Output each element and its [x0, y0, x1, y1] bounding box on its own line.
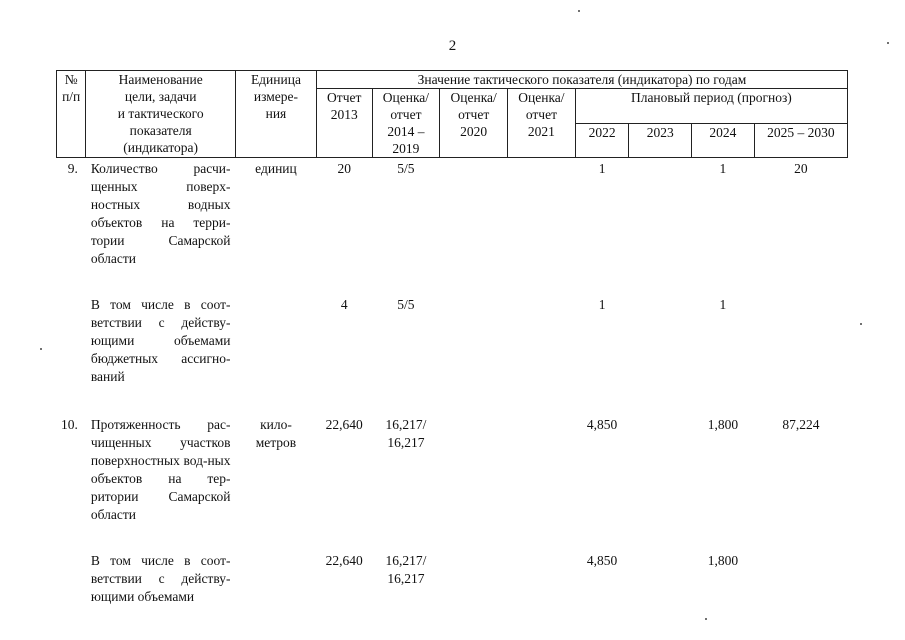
header-plan-group: Плановый период (прогноз) [575, 89, 847, 124]
row-num: 10. [60, 417, 78, 432]
cell-2021 [508, 294, 576, 414]
cell-2020 [440, 414, 508, 550]
row-unit: кило- метров [255, 417, 297, 450]
header-unit: Единица измере- ния [236, 71, 317, 158]
cell-2024: 1 [719, 297, 727, 312]
page-number: 2 [448, 38, 457, 54]
scan-speck [860, 323, 862, 325]
cell-2014-2019: 5/5 [397, 161, 415, 176]
cell-2025-2030: 87,224 [782, 417, 820, 432]
scan-speck [705, 618, 707, 620]
table-row [57, 550, 848, 606]
header-2024: 2024 [692, 123, 755, 158]
header-num: № п/п [57, 71, 86, 158]
header-estimate-2020: Оценка/ отчет 2020 [440, 89, 508, 158]
header-values-group: Значение тактического показателя (индикатора) по годам [316, 71, 847, 89]
cell-2023 [629, 550, 692, 606]
cell-2013: 22,640 [325, 417, 363, 432]
row-name: Количество расчи-щенных поверх-ностных водных объектов на терри-тории Самарской области [90, 161, 231, 266]
header-report-2013: Отчет 2013 [316, 89, 372, 158]
cell-2013: 4 [340, 297, 348, 312]
row-unit [236, 550, 317, 606]
cell-2013: 22,640 [325, 553, 363, 568]
table-row [57, 294, 848, 414]
cell-2014-2019: 16,217/ 16,217 [385, 553, 427, 586]
cell-2021 [508, 550, 576, 606]
row-unit [236, 294, 317, 414]
cell-2022: 4,850 [586, 553, 618, 568]
cell-2025-2030 [754, 294, 847, 414]
indicator-table [56, 70, 848, 606]
row-num: 9. [67, 161, 78, 176]
row-num [57, 550, 86, 606]
scan-speck [887, 42, 889, 44]
header-estimate-2014-2019: Оценка/ отчет 2014 – 2019 [372, 89, 440, 158]
cell-2021 [508, 414, 576, 550]
cell-2013: 20 [337, 161, 351, 176]
scan-speck [40, 348, 42, 350]
table-row [57, 158, 848, 295]
row-name: В том числе в соот-ветствии с действу-ющими объемами [90, 553, 231, 604]
cell-2021 [508, 158, 576, 295]
row-num [57, 294, 86, 414]
cell-2025-2030 [754, 550, 847, 606]
header-name: Наименование цели, задачи и тактического показателя (индикатора) [86, 71, 236, 158]
header-2022: 2022 [575, 123, 629, 158]
header-2023: 2023 [629, 123, 692, 158]
cell-2024: 1 [719, 161, 727, 176]
cell-2023 [629, 158, 692, 295]
row-name: Протяженность рас-чищенных участков поверхностных вод-ных объектов на тер-ритории Самарской области [90, 417, 231, 522]
cell-2014-2019: 16,217/ 16,217 [385, 417, 427, 450]
cell-2014-2019: 5/5 [397, 297, 415, 312]
cell-2024: 1,800 [707, 553, 739, 568]
scan-speck [578, 10, 580, 12]
cell-2022: 4,850 [586, 417, 618, 432]
header-estimate-2021: Оценка/ отчет 2021 [508, 89, 576, 158]
row-name: В том числе в соот-ветствии с действу-ющими объемами бюджетных ассигно-ваний [90, 297, 231, 384]
cell-2020 [440, 294, 508, 414]
table-header [57, 71, 848, 158]
cell-2024: 1,800 [707, 417, 739, 432]
cell-2023 [629, 414, 692, 550]
cell-2022: 1 [598, 297, 606, 312]
cell-2020 [440, 550, 508, 606]
cell-2020 [440, 158, 508, 295]
header-2025-2030: 2025 – 2030 [754, 123, 847, 158]
table-row [57, 414, 848, 550]
row-unit: единиц [255, 161, 297, 176]
cell-2022: 1 [598, 161, 606, 176]
cell-2023 [629, 294, 692, 414]
cell-2025-2030: 20 [794, 161, 808, 176]
